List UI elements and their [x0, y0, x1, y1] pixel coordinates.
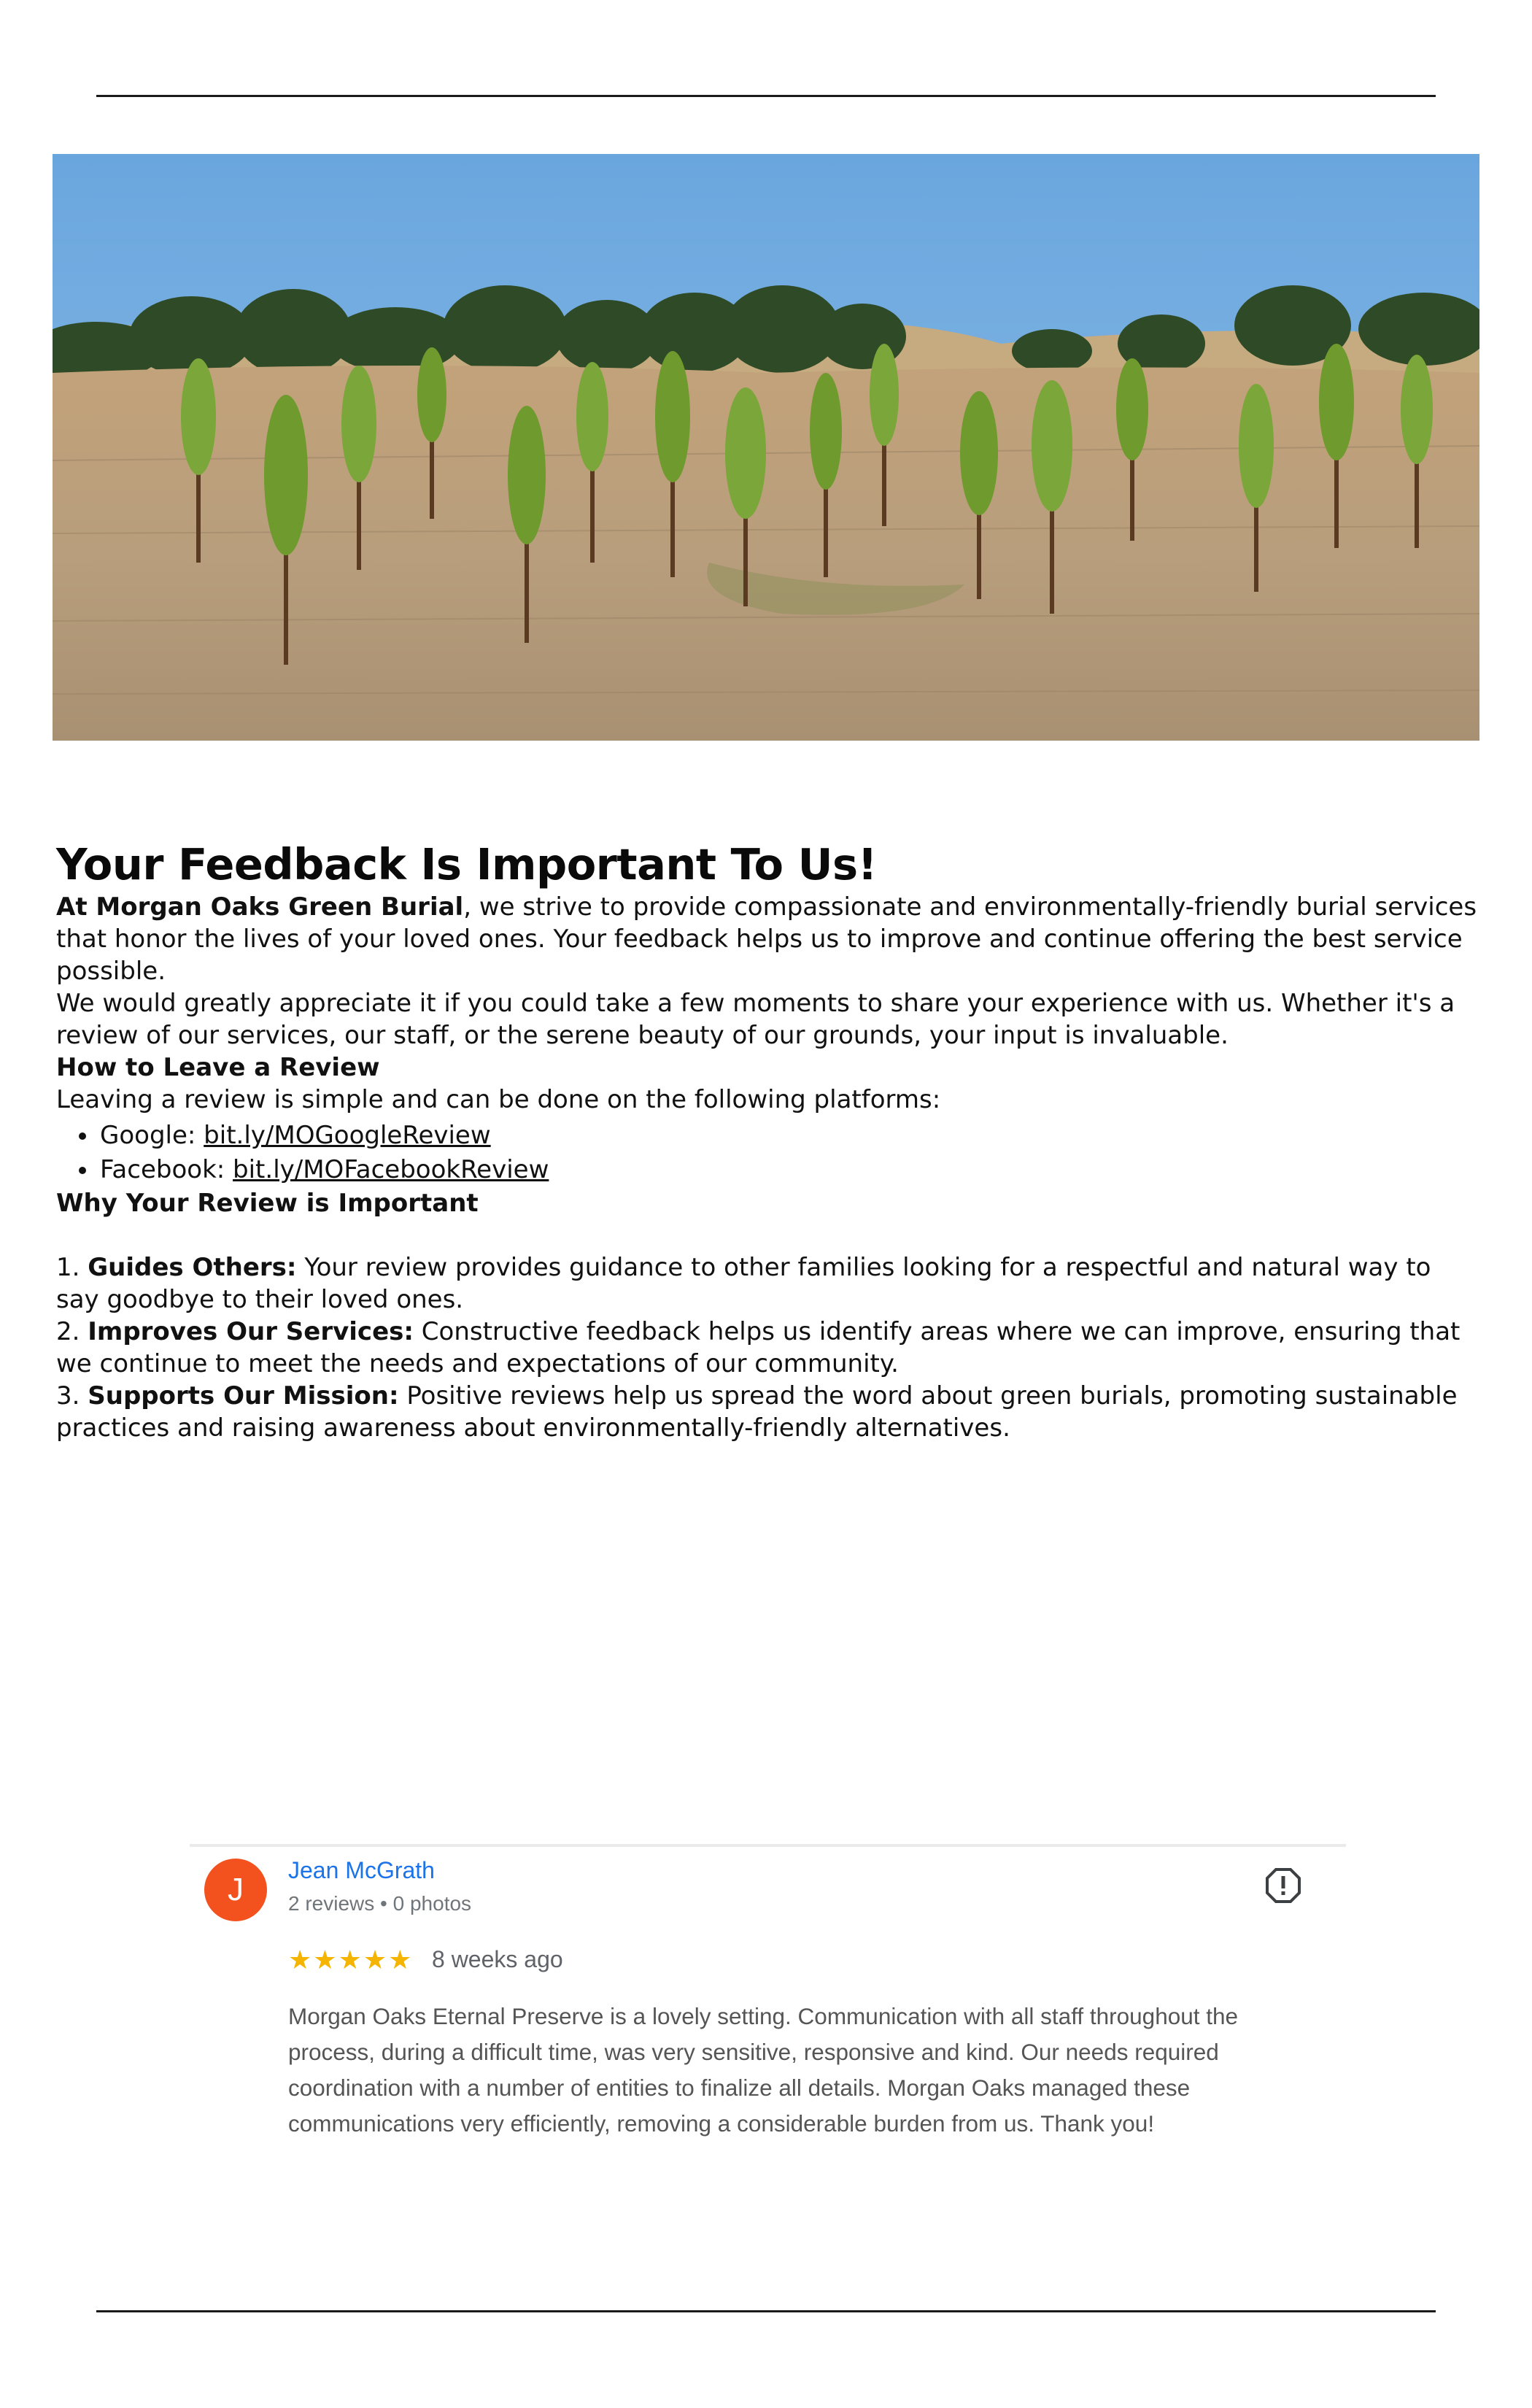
platforms-lead: Leaving a review is simple and can be done on the following platforms: [56, 1084, 941, 1114]
report-flag-icon[interactable] [1265, 1867, 1301, 1904]
platform-label: Facebook: [100, 1154, 233, 1184]
review-text: Morgan Oaks Eternal Preserve is a lovely setting. Communication with all staff throughout the process, during a difficult time, was very sensitive, responsive and kind. Our needs required coordination with a number of entities to finalize all details. Morgan Oaks managed these communications very efficiently, removing a considerable burden from us. Thank you! [288, 2003, 1239, 2137]
main-content [56, 839, 1479, 1444]
review-time: 8 weeks ago [432, 1946, 563, 1972]
bottom-divider [96, 2310, 1436, 2312]
intro-text: , we strive to provide compassionate and environmentally-friendly burial services that honor the lives of your loved ones. Your feedback helps us to improve and continue offering the best service possible. [56, 892, 1477, 986]
facebook-review-link[interactable]: bit.ly/MOFacebookReview [233, 1154, 549, 1184]
review-card [190, 1844, 1346, 2208]
top-divider [96, 95, 1436, 97]
avatar[interactable]: J [204, 1859, 267, 1921]
grassland-saplings-photo [53, 154, 1479, 741]
hero-image [53, 154, 1479, 741]
reviewer-meta: 2 reviews • 0 photos [288, 1892, 472, 1915]
list-item [56, 1251, 1479, 1316]
page-title: Your Feedback Is Important To Us! [56, 839, 878, 890]
reason-text: Constructive feedback helps us identify areas where we can improve, ensuring that we continue to meet the needs and expectations of our community. [56, 1316, 1461, 1378]
reason-title: Guides Others: [88, 1252, 297, 1282]
reason-text: Your review provides guidance to other families looking for a respectful and natural way to say goodbye to their loved ones. [56, 1252, 1431, 1314]
reason-title: Supports Our Mission: [88, 1381, 399, 1411]
intro-paragraph [56, 891, 1479, 987]
appreciation-paragraph: We would greatly appreciate it if you could take a few moments to share your experience with us. Whether it's a review of our services, our staff, or the serene beauty of our grounds, your input is invaluable. [56, 988, 1455, 1050]
reviewer-name[interactable]: Jean McGrath [288, 1857, 435, 1883]
list-item [56, 1316, 1479, 1380]
google-review-link[interactable]: bit.ly/MOGoogleReview [204, 1120, 491, 1150]
list-item [56, 1380, 1479, 1444]
reason-title: Improves Our Services: [88, 1316, 414, 1346]
reason-number: 1. [56, 1252, 88, 1282]
why-important-heading: Why Your Review is Important [56, 1188, 479, 1218]
platform-label: Google: [100, 1120, 204, 1150]
reason-number: 3. [56, 1381, 88, 1411]
list-item [98, 1153, 1479, 1187]
how-to-review-heading: How to Leave a Review [56, 1052, 380, 1082]
star-rating: ★★★★★ [288, 1945, 414, 1975]
reason-text: Positive reviews help us spread the word about green burials, promoting sustainable practices and raising awareness about environmentally-friendly alternatives. [56, 1381, 1458, 1443]
reasons-list [56, 1251, 1479, 1444]
business-name: At Morgan Oaks Green Burial [56, 892, 464, 922]
list-item [98, 1119, 1479, 1153]
reason-number: 2. [56, 1316, 88, 1346]
platform-list [56, 1119, 1479, 1187]
